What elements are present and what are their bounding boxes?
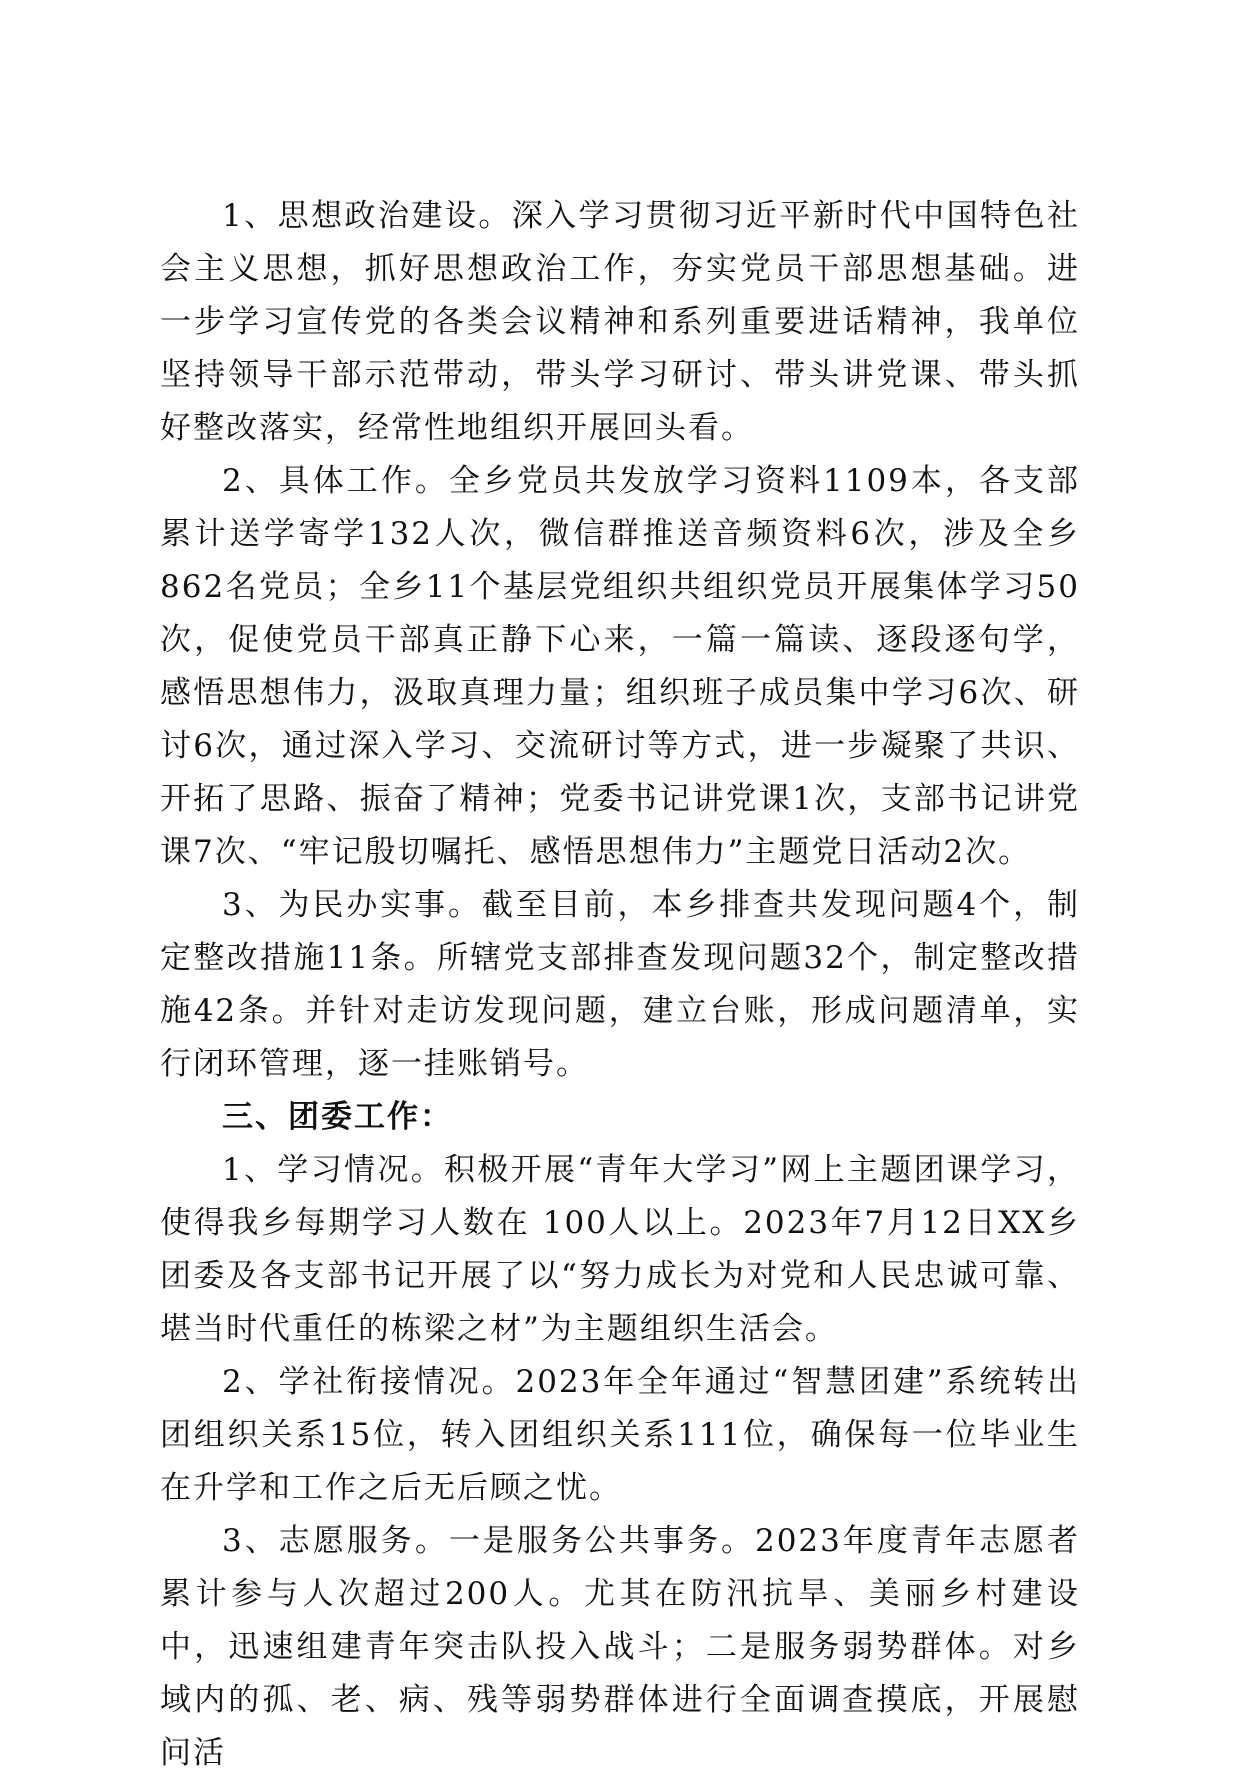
document-body bbox=[160, 190, 1080, 1780]
paragraph-school-society-transfer: 2、学社衔接情况。2023年全年通过“智慧团建”系统转出团组织关系15位，转入团组织关系111位，确保每一位毕业生在升学和工作之后无后顾之忧。 bbox=[160, 1364, 1080, 1506]
paragraph-ideological-building: 1、思想政治建设。深入学习贯彻习近平新时代中国特色社会主义思想，抓好思想政治工作，夯实党员干部思想基础。进一步学习宣传党的各类会议精神和系列重要进话精神，我单位坚持领导干部示范带动，带头学习研讨、带头讲党课、带头抓好整改落实，经常性地组织开展回头看。 bbox=[160, 198, 1080, 446]
paragraph-study-situation: 1、学习情况。积极开展“青年大学习”网上主题团课学习，使得我乡每期学习人数在 100人以上。2023年7月12日XX乡团委及各支部书记开展了以“努力成长为对党和人民忠诚可靠、堪当时代重任的栋梁之材”为主题组织生活会。 bbox=[160, 1152, 1080, 1347]
paragraph-volunteer-service: 3、志愿服务。一是服务公共事务。2023年度青年志愿者累计参与人次超过200人。尤其在防汛抗旱、美丽乡村建设中，迅速组建青年突击队投入战斗；二是服务弱势群体。对乡域内的孤、老、病、残等弱势群体进行全面调查摸底，开展慰问活 bbox=[160, 1523, 1080, 1771]
section-heading-youth-league: 三、团委工作： bbox=[222, 1099, 453, 1135]
paragraph-specific-work: 2、具体工作。全乡党员共发放学习资料1109本，各支部累计送学寄学132人次，微信群推送音频资料6次，涉及全乡862名党员；全乡11个基层党组织共组织党员开展集体学习50次，促使党员干部真正静下心来，一篇一篇读、逐段逐句学，感悟思想伟力，汲取真理力量；组织班子成员集中学习6次、研讨6次，通过深入学习、交流研讨等方式，进一步凝聚了共识、开拓了思路、振奋了精神；党委书记讲党课1次，支部书记讲党课7次、“牢记殷切嘱托、感悟思想伟力”主题党日活动2次。 bbox=[160, 463, 1080, 870]
paragraph-practical-affairs: 3、为民办实事。截至目前，本乡排查共发现问题4个，制定整改措施11条。所辖党支部排查发现问题32个，制定整改措施42条。并针对走访发现问题，建立台账，形成问题清单，实行闭环管理，逐一挂账销号。 bbox=[160, 887, 1080, 1082]
